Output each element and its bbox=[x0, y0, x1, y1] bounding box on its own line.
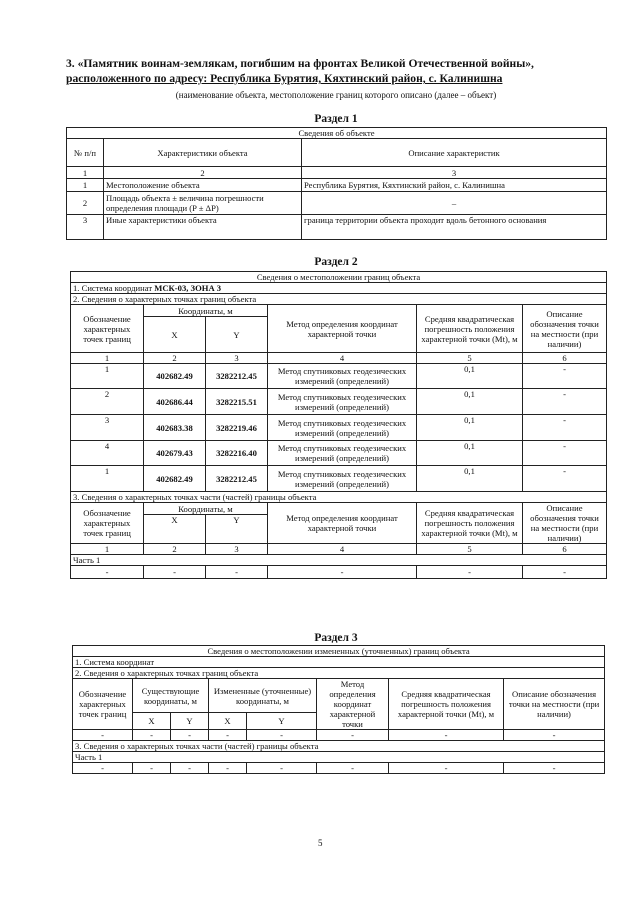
section1-header-description: Описание характеристик bbox=[302, 139, 607, 167]
header-method: Метод определения координат характерной точки bbox=[268, 305, 417, 353]
point-number: 1 bbox=[71, 364, 144, 389]
colnum-5: 5 bbox=[417, 353, 523, 364]
section2-table-title: Сведения о местоположении границ объекта bbox=[71, 272, 607, 283]
header-existing-coordinates: Существующие координаты, м bbox=[133, 679, 209, 713]
row-number: 2 bbox=[67, 192, 104, 215]
page-number: 5 bbox=[318, 838, 323, 848]
colnum-3: 3 bbox=[206, 353, 268, 364]
section2-title: Раздел 2 bbox=[314, 256, 358, 268]
part-colnum-4: 4 bbox=[268, 544, 417, 555]
part-header-designation: Обозначение характерных точек границ bbox=[71, 503, 144, 544]
point-description: - bbox=[523, 415, 607, 441]
point-description: - bbox=[523, 441, 607, 466]
part-cell: - bbox=[389, 763, 504, 774]
section3-title: Раздел 3 bbox=[314, 632, 358, 644]
point-error: 0,1 bbox=[417, 389, 523, 415]
table-row bbox=[73, 763, 605, 774]
point-x: 402679.43 bbox=[144, 441, 206, 466]
characteristic-value: – bbox=[302, 192, 607, 215]
part-colnum-1: 1 bbox=[71, 544, 144, 555]
characteristic-name: Местоположение объекта bbox=[104, 179, 302, 192]
part-header-x: X bbox=[144, 515, 206, 544]
row-number: 3 bbox=[67, 215, 104, 240]
point-y: 3282212.45 bbox=[206, 364, 268, 389]
section1-colnum-1: 1 bbox=[67, 167, 104, 179]
table-row bbox=[73, 730, 605, 741]
section3-part-label: Часть 1 bbox=[73, 752, 605, 763]
section3-part-heading: 3. Сведения о характерных точках части (частей) границы объекта bbox=[73, 741, 605, 752]
point-y: 3282216.40 bbox=[206, 441, 268, 466]
section2-table bbox=[70, 271, 607, 579]
table-row bbox=[71, 415, 607, 441]
part-header-y: Y bbox=[206, 515, 268, 544]
part-colnum-2: 2 bbox=[144, 544, 206, 555]
header-error: Средняя квадратическая погрешность положения характерной точки (Mt), м bbox=[417, 305, 523, 353]
section2-part-heading: 3. Сведения о характерных точках части (частей) границы объекта bbox=[71, 492, 607, 503]
header-coordinates: Координаты, м bbox=[144, 305, 268, 317]
row-cell: - bbox=[389, 730, 504, 741]
point-x: 402683.38 bbox=[144, 415, 206, 441]
point-number: 4 bbox=[71, 441, 144, 466]
characteristic-name: Площадь объекта ± величина погрешности определения площади (P ± ΔP) bbox=[104, 192, 302, 215]
part-cell: - bbox=[268, 566, 417, 579]
point-x: 402686.44 bbox=[144, 389, 206, 415]
part-cell: - bbox=[523, 566, 607, 579]
header-changed-x: X bbox=[209, 713, 247, 730]
part-colnum-5: 5 bbox=[417, 544, 523, 555]
point-y: 3282215.51 bbox=[206, 389, 268, 415]
object-title-line2: расположенного по адресу: Республика Бурятия, Кяхтинский район, с. Калинишна bbox=[66, 72, 503, 85]
header-designation: Обозначение характерных точек границ bbox=[73, 679, 133, 730]
part-header-description: Описание обозначения точки на местности (при наличии) bbox=[523, 503, 607, 544]
point-error: 0,1 bbox=[417, 415, 523, 441]
part-cell: - bbox=[133, 763, 171, 774]
colnum-2: 2 bbox=[144, 353, 206, 364]
header-existing-y: Y bbox=[171, 713, 209, 730]
characteristic-value: Республика Бурятия, Кяхтинский район, с. Калинишна bbox=[302, 179, 607, 192]
row-cell: - bbox=[73, 730, 133, 741]
header-y: Y bbox=[206, 317, 268, 353]
section3-coordinate-system: 1. Система координат bbox=[73, 657, 605, 668]
part-header-error: Средняя квадратическая погрешность положения характерной точки (Mt), м bbox=[417, 503, 523, 544]
characteristic-name: Иные характеристики объекта bbox=[104, 215, 302, 240]
coordinate-system-value: МСК-03, ЗОНА 3 bbox=[154, 283, 222, 293]
header-description: Описание обозначения точки на местности (при наличии) bbox=[504, 679, 605, 730]
section2-part-label: Часть 1 bbox=[71, 555, 607, 566]
point-method: Метод спутниковых геодезических измерений (определений) bbox=[268, 364, 417, 389]
table-row bbox=[71, 566, 607, 579]
part-cell: - bbox=[206, 566, 268, 579]
section3-table-title: Сведения о местоположении измененных (уточненных) границ объекта bbox=[73, 646, 605, 657]
header-existing-x: X bbox=[133, 713, 171, 730]
table-row bbox=[67, 215, 607, 240]
section1-title: Раздел 1 bbox=[314, 113, 358, 125]
section1-header-characteristic: Характеристики объекта bbox=[104, 139, 302, 167]
table-row bbox=[67, 192, 607, 215]
table-row bbox=[71, 466, 607, 492]
row-number: 1 bbox=[67, 179, 104, 192]
row-cell: - bbox=[247, 730, 317, 741]
point-method: Метод спутниковых геодезических измерений (определений) bbox=[268, 389, 417, 415]
header-x: X bbox=[144, 317, 206, 353]
section3-table bbox=[72, 645, 605, 774]
header-method: Метод определения координат характерной точки bbox=[317, 679, 389, 730]
point-description: - bbox=[523, 389, 607, 415]
part-cell: - bbox=[144, 566, 206, 579]
colnum-1: 1 bbox=[71, 353, 144, 364]
point-description: - bbox=[523, 466, 607, 492]
point-description: - bbox=[523, 364, 607, 389]
header-changed-y: Y bbox=[247, 713, 317, 730]
row-cell: - bbox=[171, 730, 209, 741]
part-cell: - bbox=[73, 763, 133, 774]
part-header-coordinates: Координаты, м bbox=[144, 503, 268, 515]
point-error: 0,1 bbox=[417, 466, 523, 492]
object-title-line1: 3. «Памятник воинам-землякам, погибшим на фронтах Великой Отечественной войны», bbox=[66, 57, 534, 70]
point-x: 402682.49 bbox=[144, 466, 206, 492]
colnum-6: 6 bbox=[523, 353, 607, 364]
part-cell: - bbox=[71, 566, 144, 579]
point-y: 3282212.45 bbox=[206, 466, 268, 492]
row-cell: - bbox=[209, 730, 247, 741]
characteristic-value: граница территории объекта проходит вдоль бетонного основания bbox=[302, 215, 607, 240]
part-header-method: Метод определения координат характерной точки bbox=[268, 503, 417, 544]
part-cell: - bbox=[317, 763, 389, 774]
point-number: 3 bbox=[71, 415, 144, 441]
table-row bbox=[71, 441, 607, 466]
part-cell: - bbox=[247, 763, 317, 774]
coordinate-system-label: 1. Система координат bbox=[73, 283, 155, 293]
point-method: Метод спутниковых геодезических измерений (определений) bbox=[268, 466, 417, 492]
part-cell: - bbox=[504, 763, 605, 774]
section1-table bbox=[66, 127, 607, 240]
point-error: 0,1 bbox=[417, 441, 523, 466]
section1-table-title: Сведения об объекте bbox=[67, 128, 607, 139]
header-changed-coordinates: Измененные (уточненные) координаты, м bbox=[209, 679, 317, 713]
section3-points-heading: 2. Сведения о характерных точках границ объекта bbox=[73, 668, 605, 679]
colnum-4: 4 bbox=[268, 353, 417, 364]
section2-points-heading: 2. Сведения о характерных точках границ объекта bbox=[71, 294, 607, 305]
section1-colnum-2: 2 bbox=[104, 167, 302, 179]
section1-header-num: № п/п bbox=[67, 139, 104, 167]
row-cell: - bbox=[504, 730, 605, 741]
section2-coordinate-system bbox=[71, 283, 607, 294]
header-designation: Обозначение характерных точек границ bbox=[71, 305, 144, 353]
row-cell: - bbox=[133, 730, 171, 741]
table-row bbox=[67, 179, 607, 192]
section1-colnum-3: 3 bbox=[302, 167, 607, 179]
point-method: Метод спутниковых геодезических измерений (определений) bbox=[268, 415, 417, 441]
point-y: 3282219.46 bbox=[206, 415, 268, 441]
part-cell: - bbox=[417, 566, 523, 579]
part-cell: - bbox=[171, 763, 209, 774]
point-method: Метод спутниковых геодезических измерений (определений) bbox=[268, 441, 417, 466]
object-title-caption: (наименование объекта, местоположение границ которого описано (далее – объект) bbox=[175, 90, 497, 100]
header-error: Средняя квадратическая погрешность положения характерной точки (Mt), м bbox=[389, 679, 504, 730]
table-row bbox=[71, 389, 607, 415]
point-error: 0,1 bbox=[417, 364, 523, 389]
part-colnum-6: 6 bbox=[523, 544, 607, 555]
row-cell: - bbox=[317, 730, 389, 741]
point-x: 402682.49 bbox=[144, 364, 206, 389]
table-row bbox=[71, 364, 607, 389]
part-colnum-3: 3 bbox=[206, 544, 268, 555]
part-cell: - bbox=[209, 763, 247, 774]
point-number: 1 bbox=[71, 466, 144, 492]
point-number: 2 bbox=[71, 389, 144, 415]
header-description: Описание обозначения точки на местности (при наличии) bbox=[523, 305, 607, 353]
